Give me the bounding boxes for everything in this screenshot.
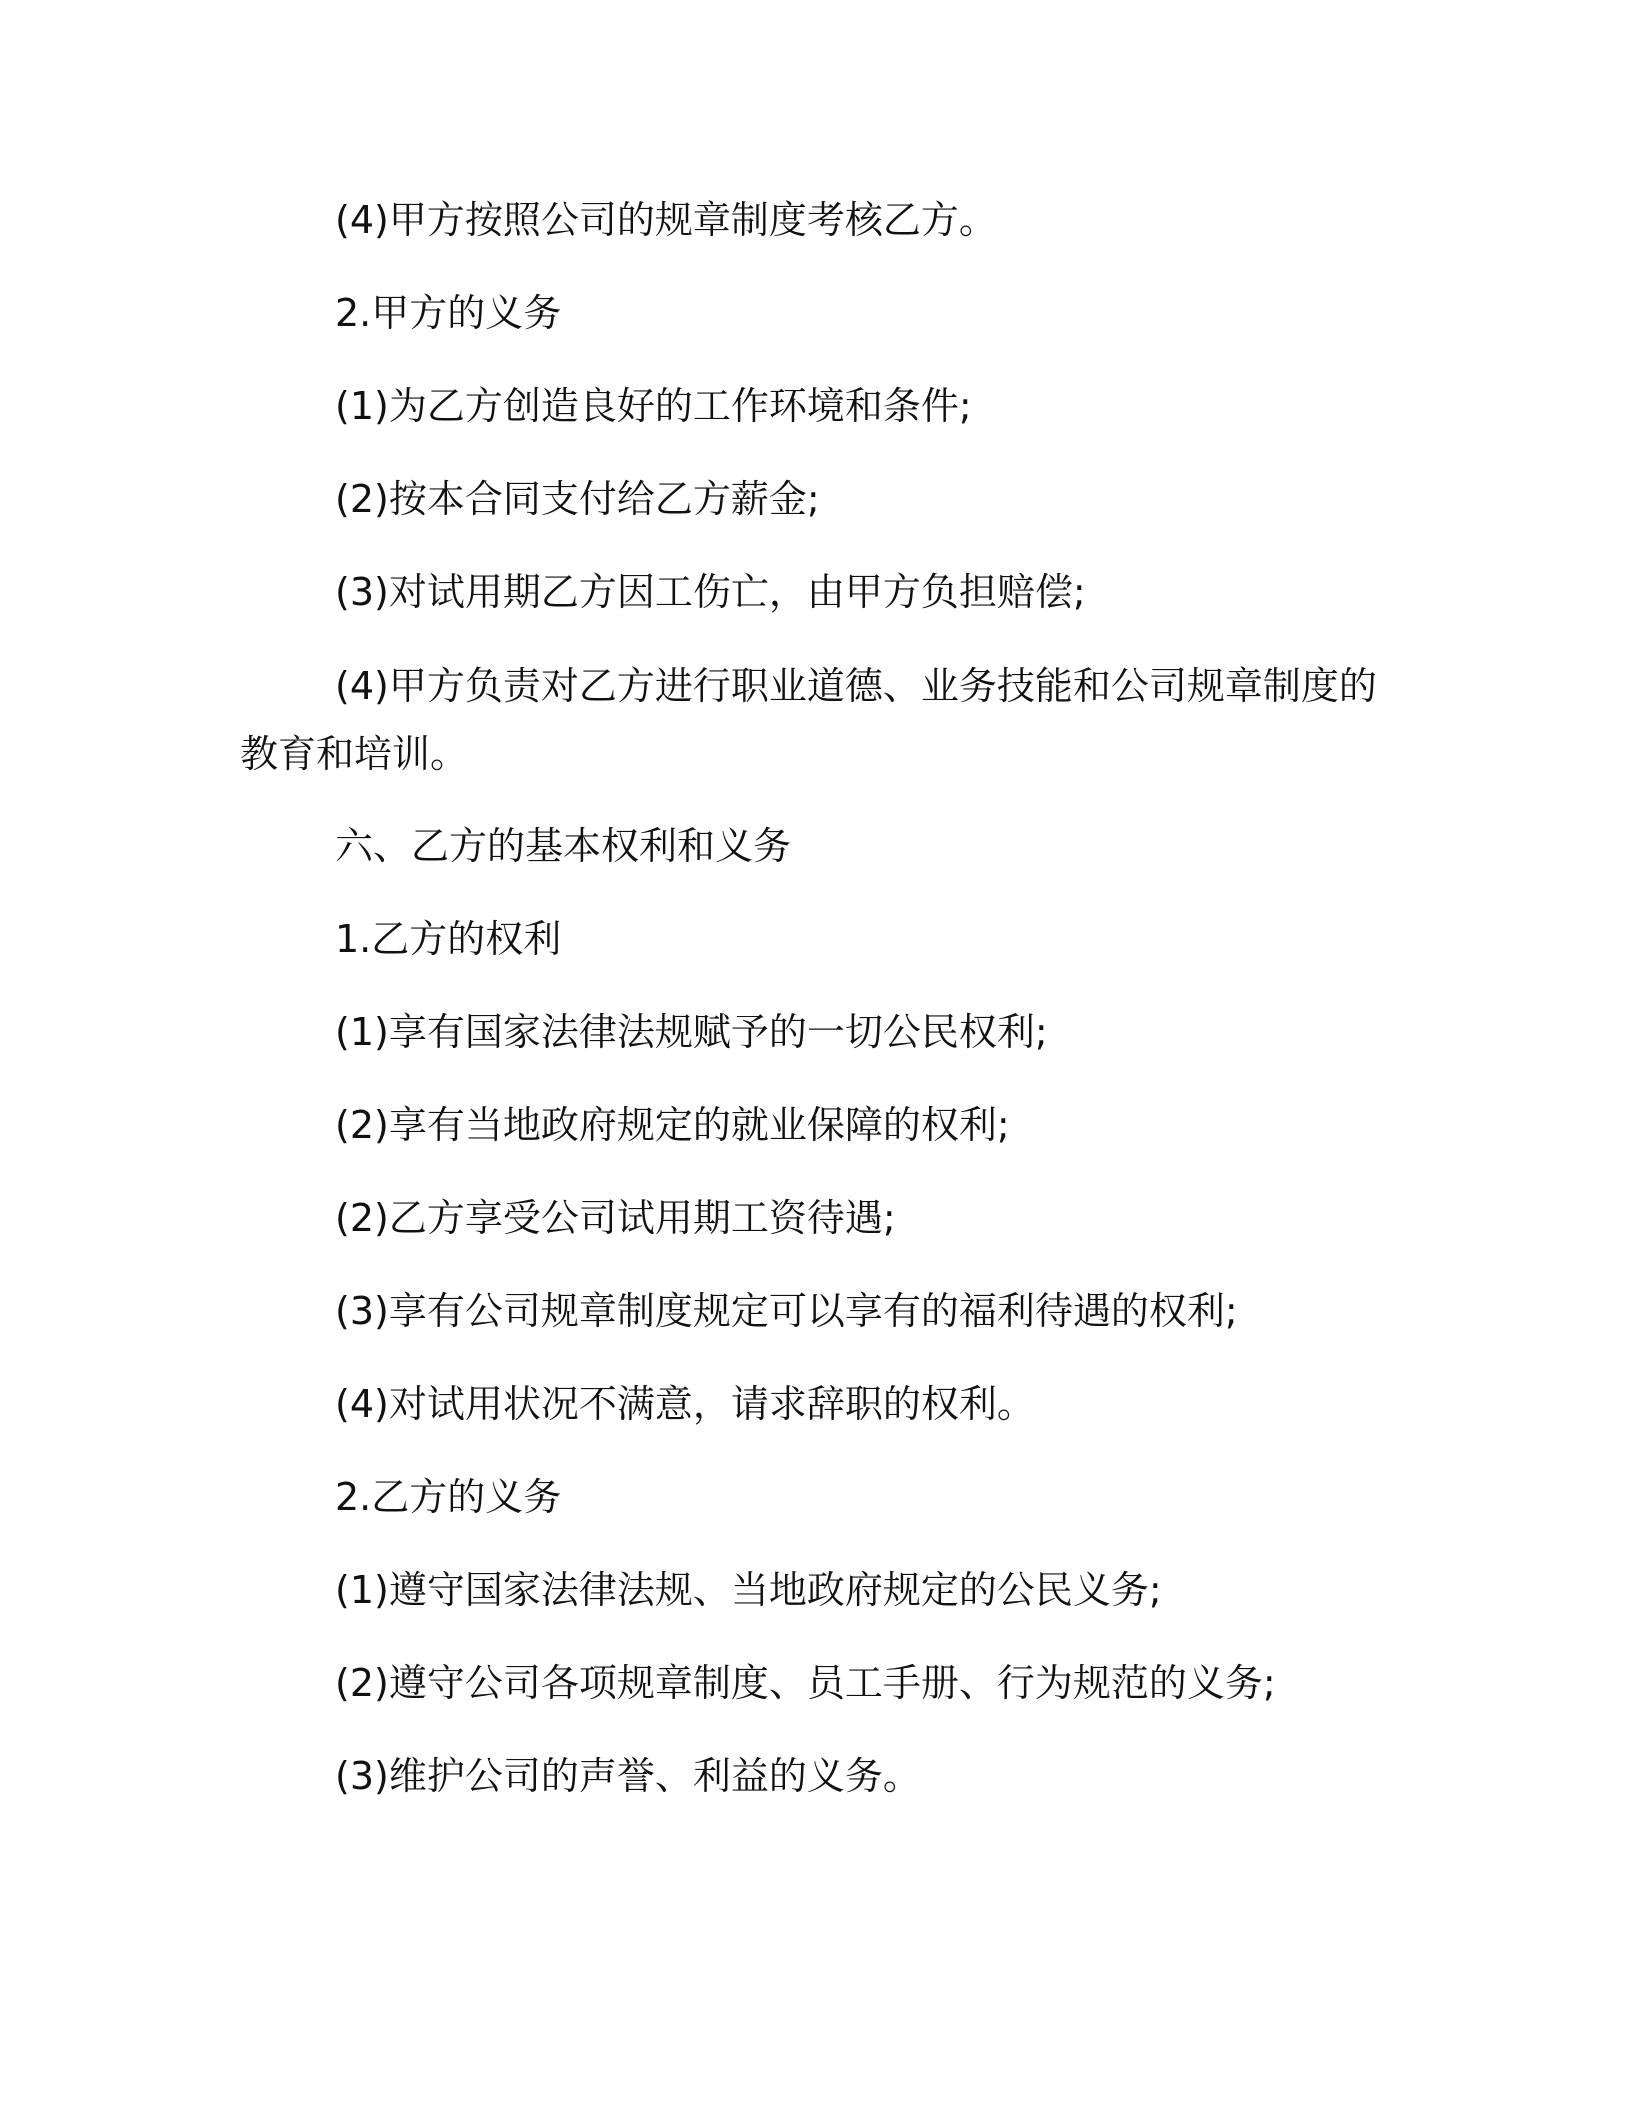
section-heading: 2.乙方的义务 (335, 1475, 562, 1519)
paragraph: (3)维护公司的声誉、利益的义务。 (335, 1754, 921, 1798)
paragraph: (4)对试用状况不满意，请求辞职的权利。 (335, 1382, 1035, 1426)
paragraph: (4)甲方负责对乙方进行职业道德、业务技能和公司规章制度的教育和培训。 (240, 664, 1377, 776)
section-heading: 2.甲方的义务 (335, 291, 562, 335)
paragraph: (1)遵守国家法律法规、当地政府规定的公民义务; (335, 1568, 1162, 1612)
paragraph: (1)为乙方创造良好的工作环境和条件; (335, 384, 972, 428)
paragraph: (3)享有公司规章制度规定可以享有的福利待遇的权利; (335, 1289, 1238, 1333)
paragraph: (3)对试用期乙方因工伤亡，由甲方负担赔偿; (335, 570, 1086, 614)
paragraph: (2)遵守公司各项规章制度、员工手册、行为规范的义务; (335, 1661, 1276, 1705)
paragraph: (1)享有国家法律法规赋予的一切公民权利; (335, 1010, 1048, 1054)
paragraph: (4)甲方按照公司的规章制度考核乙方。 (335, 198, 997, 242)
section-heading: 六、乙方的基本权利和义务 (335, 824, 792, 868)
paragraph: (2)乙方享受公司试用期工资待遇; (335, 1196, 896, 1240)
paragraph: (2)按本合同支付给乙方薪金; (335, 477, 820, 521)
paragraph: (2)享有当地政府规定的就业保障的权利; (335, 1103, 1010, 1147)
section-heading: 1.乙方的权利 (335, 917, 562, 961)
